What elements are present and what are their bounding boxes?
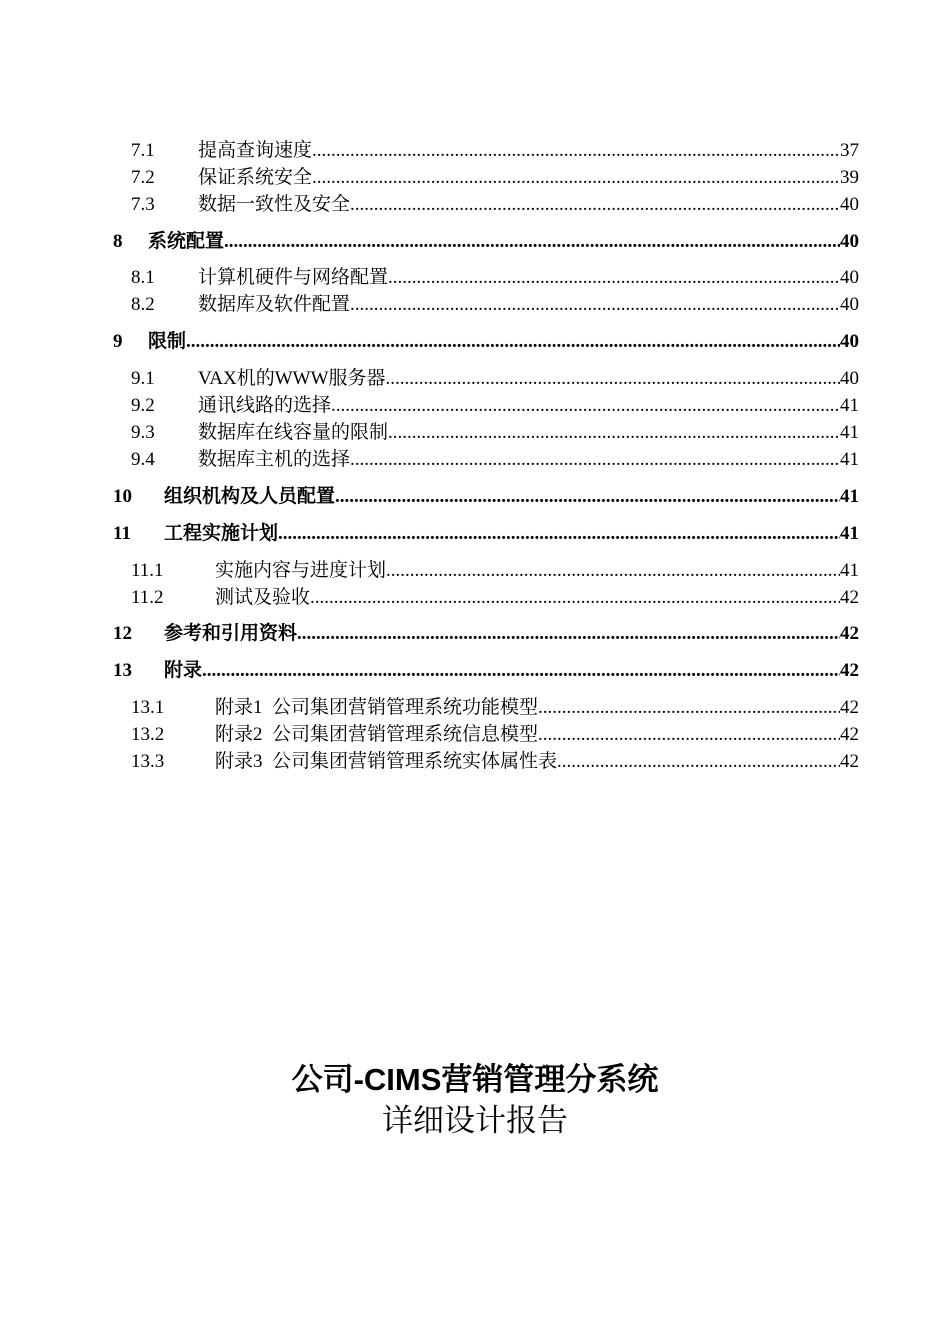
toc-entry-number: 9.2	[131, 395, 155, 416]
toc-entry-number: 7.2	[131, 167, 155, 188]
toc-entry-number: 8.1	[131, 267, 155, 288]
toc-entry-number: 8.2	[131, 294, 155, 315]
toc-leader-dots	[297, 622, 840, 646]
toc-entry-number: 13.3	[131, 751, 165, 772]
toc-entry-page: 42	[840, 660, 859, 681]
toc-entry[interactable]	[131, 193, 859, 217]
toc-entry-chapter[interactable]	[113, 230, 859, 254]
toc-entry-page: 42	[840, 751, 859, 772]
toc-leader-dots	[350, 293, 840, 317]
toc-entry-chapter[interactable]	[113, 622, 859, 646]
toc-entry-title: 测试及验收	[215, 587, 311, 608]
toc-entry-number: 11.1	[131, 560, 164, 581]
toc-entry-number: 13.2	[131, 724, 165, 745]
toc-entry-title: 计算机硬件与网络配置	[198, 267, 389, 288]
toc-entry-title: 参考和引用资料	[164, 623, 298, 644]
toc-leader-dots	[386, 559, 840, 583]
toc-entry[interactable]	[131, 723, 859, 747]
toc-entry-title: 数据库主机的选择	[198, 449, 351, 470]
toc-leader-dots	[350, 448, 840, 472]
toc-entry-title: 数据一致性及安全	[198, 194, 351, 215]
toc-entry-number: 9.4	[131, 449, 155, 470]
toc-entry-number: 9.3	[131, 422, 155, 443]
toc-leader-dots	[388, 266, 840, 290]
toc-entry[interactable]	[131, 293, 859, 317]
toc-entry-page: 42	[840, 697, 859, 718]
toc-entry-number: 12	[113, 623, 132, 644]
toc-entry[interactable]	[131, 696, 859, 720]
toc-leader-dots	[388, 421, 840, 445]
toc-leader-dots	[186, 330, 840, 354]
toc-entry-number: 8	[113, 231, 123, 252]
toc-entry-page: 39	[840, 167, 859, 188]
toc-entry-page: 37	[840, 140, 859, 161]
toc-leader-dots	[538, 723, 840, 747]
toc-entry-page: 40	[840, 331, 859, 352]
toc-leader-dots	[350, 193, 840, 217]
toc-entry-number: 11	[113, 523, 131, 544]
toc-entry[interactable]	[131, 421, 859, 445]
toc-leader-dots	[202, 659, 840, 683]
toc-entry[interactable]	[131, 139, 859, 163]
toc-entry-title: 保证系统安全	[198, 167, 313, 188]
toc-entry-title: 工程实施计划	[164, 523, 279, 544]
toc-entry-page: 42	[840, 623, 859, 644]
toc-entry-page: 40	[840, 194, 859, 215]
toc-entry-number: 13	[113, 660, 132, 681]
toc-leader-dots	[312, 166, 840, 190]
toc-entry[interactable]	[131, 367, 859, 391]
document-title: 公司-CIMS营销管理分系统	[291, 1062, 659, 1097]
toc-entry[interactable]	[131, 586, 859, 610]
toc-leader-dots	[224, 230, 840, 254]
toc-entry-title: 组织机构及人员配置	[164, 486, 336, 507]
toc-leader-dots	[312, 139, 840, 163]
toc-entry-title: 数据库在线容量的限制	[198, 422, 389, 443]
toc-entry-number: 11.2	[131, 587, 164, 608]
toc-entry-number: 10	[113, 486, 132, 507]
toc-entry-page: 42	[840, 724, 859, 745]
toc-entry-page: 41	[840, 449, 859, 470]
toc-entry-title: 实施内容与进度计划	[215, 560, 387, 581]
toc-entry-chapter[interactable]	[113, 522, 859, 546]
toc-entry-number: 13.1	[131, 697, 165, 718]
toc-entry-page: 41	[840, 395, 859, 416]
toc-entry-page: 42	[840, 587, 859, 608]
toc-entry-page: 40	[840, 368, 859, 389]
toc-entry-page: 40	[840, 231, 859, 252]
document-subtitle: 详细设计报告	[382, 1103, 568, 1138]
toc-entry-chapter[interactable]	[113, 485, 859, 509]
toc-leader-dots	[557, 750, 840, 774]
toc-leader-dots	[386, 367, 840, 391]
toc-entry-number: 7.3	[131, 194, 155, 215]
toc-entry-title: 附录3 公司集团营销管理系统实体属性表	[215, 751, 558, 772]
toc-entry[interactable]	[131, 750, 859, 774]
toc-entry-title: 提高查询速度	[198, 140, 313, 161]
toc-entry-page: 41	[840, 523, 859, 544]
toc-entry-title: 数据库及软件配置	[198, 294, 351, 315]
toc-entry-page: 40	[840, 294, 859, 315]
toc-entry[interactable]	[131, 559, 859, 583]
toc-entry-title: VAX机的WWW服务器	[198, 368, 386, 389]
toc-entry-page: 41	[840, 486, 859, 507]
toc-entry-title: 限制	[148, 331, 187, 352]
toc-entry[interactable]	[131, 448, 859, 472]
toc-leader-dots	[278, 522, 840, 546]
toc-entry[interactable]	[131, 394, 859, 418]
toc-entry-page: 41	[840, 560, 859, 581]
toc-entry[interactable]	[131, 266, 859, 290]
toc-entry-title: 通讯线路的选择	[198, 395, 332, 416]
toc-entry-number: 9	[113, 331, 123, 352]
toc-leader-dots	[538, 696, 840, 720]
toc-leader-dots	[335, 485, 840, 509]
toc-entry[interactable]	[131, 166, 859, 190]
toc-entry-page: 40	[840, 267, 859, 288]
toc-entry-number: 7.1	[131, 140, 155, 161]
toc-leader-dots	[331, 394, 840, 418]
toc-entry-title: 附录2 公司集团营销管理系统信息模型	[215, 724, 539, 745]
toc-entry-chapter[interactable]	[113, 659, 859, 683]
toc-entry-number: 9.1	[131, 368, 155, 389]
toc-entry-title: 附录1 公司集团营销管理系统功能模型	[215, 697, 539, 718]
toc-entry-title: 系统配置	[148, 231, 225, 252]
toc-entry-title: 附录	[164, 660, 203, 681]
toc-entry-chapter[interactable]	[113, 330, 859, 354]
toc-entry-page: 41	[840, 422, 859, 443]
toc-leader-dots	[310, 586, 840, 610]
